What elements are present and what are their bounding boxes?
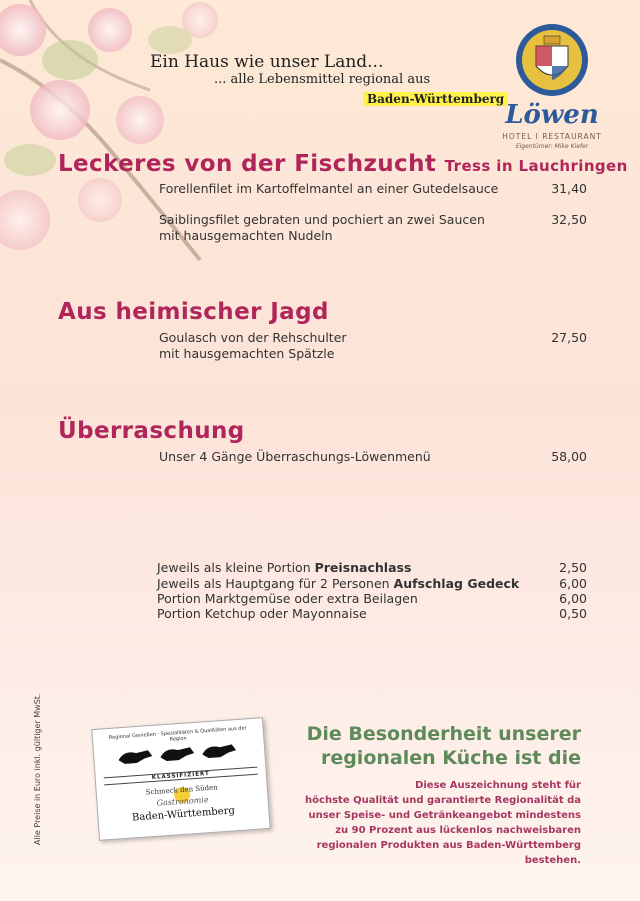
menu-item xyxy=(159,330,347,362)
tagline-body-line: zu 90 Prozent aus lückenlos nachweisbaren xyxy=(335,825,581,836)
seal-line-3: Baden-Württemberg xyxy=(131,805,236,824)
menu-item xyxy=(159,449,431,465)
extras-row xyxy=(157,606,367,622)
extras-bold-text: Aufschlag Gedeck xyxy=(393,576,520,591)
tagline-body-line: regionalen Produkten aus Baden-Württemberg bestehen. xyxy=(316,840,581,866)
extras-price: 6,00 xyxy=(559,576,587,591)
extras-bold-text: Preisnachlass xyxy=(314,560,412,575)
seal-line-2: Gastronomie xyxy=(156,795,209,808)
section-title-fish-main: Leckeres von der Fischzucht xyxy=(58,151,437,177)
seal-classified: KLASSIFIZIERT xyxy=(104,767,258,786)
tagline-line-2: regionalen Küche ist die xyxy=(320,747,581,769)
extras-price: 6,00 xyxy=(559,591,587,606)
menu-item-description: mit hausgemachten Nudeln xyxy=(159,228,333,243)
menu-item-name: Forellenfilet im Kartoffelmantel an einer Gutedelsauce xyxy=(159,181,499,196)
extras-text: Portion Ketchup oder Mayonnaise xyxy=(157,606,367,621)
menu-item-name: Unser 4 Gänge Überraschungs-Löwenmenü xyxy=(159,449,431,464)
menu-item-description: mit hausgemachten Spätzle xyxy=(159,346,335,361)
menu-item-name: Saiblingsfilet gebraten und pochiert an zwei Saucen xyxy=(159,212,485,227)
extras-row xyxy=(157,576,519,592)
quality-seal xyxy=(91,717,270,841)
logo-owner: Eigentümer: Mike Kiefer xyxy=(515,143,589,150)
extras-row xyxy=(157,591,418,607)
section-title-surprise: Überraschung xyxy=(58,418,245,444)
extras-text: Jeweils als Hauptgang für 2 Personen xyxy=(157,576,394,591)
extras-text: Portion Marktgemüse oder extra Beilagen xyxy=(157,591,418,606)
extras-text: Jeweils als kleine Portion xyxy=(157,560,315,575)
tagline-body-line: höchste Qualität und garantierte Regionalität da xyxy=(305,795,581,806)
slogan-line-2: ... alle Lebensmittel regional aus xyxy=(214,72,431,87)
tagline-body-line: Diese Auszeichnung steht für xyxy=(415,780,581,791)
extras-row xyxy=(157,560,411,576)
menu-item-price: 27,50 xyxy=(551,330,587,345)
tagline-line-1: Die Besonderheit unserer xyxy=(306,723,581,745)
tagline-body xyxy=(261,778,581,868)
logo-subtitle: HOTEL I RESTAURANT xyxy=(502,132,602,141)
slogan-line-1: Ein Haus wie unser Land... xyxy=(150,52,384,72)
extras-price: 2,50 xyxy=(559,560,587,575)
seal-top-text: Regional Genießen · Spezialitäten & Qualitäten aus der Region xyxy=(108,725,247,743)
tagline-body-line: unser Speise- und Getränkeangebot mindestens xyxy=(308,810,581,821)
menu-item-price: 58,00 xyxy=(551,449,587,464)
menu-item-price: 32,50 xyxy=(551,212,587,227)
menu-item xyxy=(159,181,498,197)
section-title-fish xyxy=(58,151,628,177)
price-footnote: Alle Preise in Euro inkl. gültiger MwSt. xyxy=(33,693,42,845)
slogan-region-highlight: Baden-Württemberg xyxy=(363,92,508,106)
section-title-fish-subtitle: Tress in Lauchringen xyxy=(444,157,628,175)
tagline-heading xyxy=(307,722,581,770)
lion-crest-icon xyxy=(514,22,590,98)
hotel-logo xyxy=(502,22,602,156)
menu-item-price: 31,40 xyxy=(551,181,587,196)
section-title-game: Aus heimischer Jagd xyxy=(58,299,329,325)
menu-item-name: Goulasch von der Rehschulter xyxy=(159,330,347,345)
menu-item xyxy=(159,212,485,244)
blossom-decoration xyxy=(0,0,300,300)
extras-price: 0,50 xyxy=(559,606,587,621)
logo-brand-name: Löwen xyxy=(505,100,599,130)
seal-line-1: Schmeck den Süden xyxy=(145,783,219,797)
